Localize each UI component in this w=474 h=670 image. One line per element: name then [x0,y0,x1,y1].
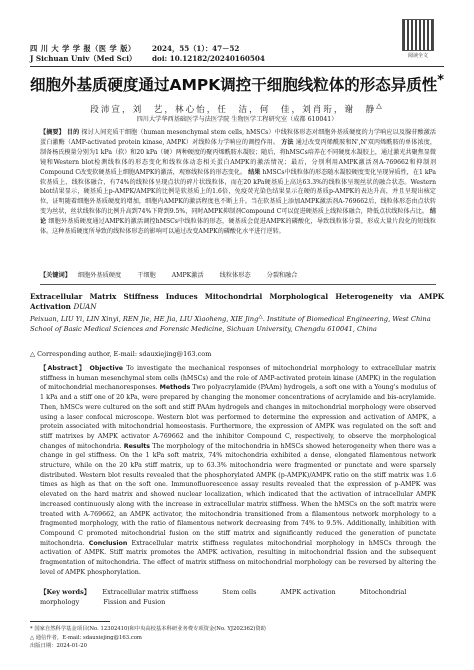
doi: doi: 10.12182/20240160504 [152,53,265,63]
keyword-cn: AMPK激活 [171,272,204,279]
footnotes [30,625,444,651]
issue-info [152,44,265,63]
abstract-cn-conclusion: 细胞外基质硬度通过AMPK的激活调控hMSCs中线粒体的形态，硬基质会促进AMPK的磷酸化，导致线粒体分裂，形成大量片段化的短线粒体。这种基质硬度所导致的线粒体形态的影响可以通过改变AMPK的磷酸化水平进行逆转。 [40,218,436,236]
abstract-cn [40,128,436,237]
abstract-en-objective: To investigate the mechanical responses of mitochondrial morphology to extracellular matrix stiffness in human mesenchymal stem cells (hMSCs) and the role of AMP-activated protein kinase (AMPK) in the regulation of mitochondrial mechanoresponses. [40,365,436,392]
corresponding-mark: △ [376,101,384,110]
abstract-cn-label: 【摘要】 [40,129,65,136]
keyword-cn: 干细胞 [137,272,156,279]
abstract-en-label: 【Abstract】 [40,365,87,372]
keywords-en-label: 【Key words】 [40,588,91,596]
keyword-en: Fission and Fusion [103,598,166,606]
journal-name-en: J Sichuan Univ（Med Sci） [30,53,137,63]
section-divider [40,284,436,285]
authors-en-text: Peixuan, LIU Yi, LIN Xinyi, REN Jie, HE Jia, LIU Xiaoheng, XIE Jing [30,315,259,324]
qr-caption: 阅读全文 [407,53,428,59]
journal-header [30,44,136,63]
abstract-en-conclusion: Extracellular matrix stiffness regulates mitochondrial morphology in hMSCs through the activation of AMPK. Stiff matrix promotes the AMPK activation, resulting in mitochondrial fission and the subsequent fragmentation of mitochondria. The effect of matrix stiffness on mitochondrial morphology can be reversed by altering the level of AMPK phosphorylation. [40,539,436,576]
abstract-en-results-label: Results [123,442,151,450]
first-author-surname: DUAN [73,302,97,311]
keyword-en: Extracellular matrix stiffness [102,588,199,596]
article-title-en [30,292,444,312]
footnote-divider [30,621,110,622]
issue-number: 2024，55（1）：47－52 [152,44,240,53]
title-en-text: Extracellular Matrix Stiffness Induces Mitochondrial Morphological Heterogeneity via AMPK Activation [30,292,444,311]
abstract-en-methods-label: Methods [159,384,191,392]
abstract-en-objective-label: Objective [89,365,124,372]
keyword-cn: 线粒体形态 [219,272,251,279]
affiliation-cn: 四川大学华西基础医学与法医学院 生物医学工程研究室（成都 610041） [136,116,338,123]
keyword-en: Mitochondrial morphology [40,588,407,606]
authors-cn-text: 段沛宣，刘 艺，林心怡，任 洁，何 佳，刘肖珩，谢 静 [90,104,377,115]
abstract-cn-results-label: 结果 [248,168,261,176]
keywords-cn-label: 【关键词】 [40,272,71,279]
title-footnote-mark: * [437,73,445,88]
publication-date: 出版日期：2024-01-20 [30,643,88,650]
keyword-en: AMPK activation [280,588,336,596]
header-divider [30,66,444,67]
abstract-cn-methods-label: 方法 [281,138,294,146]
abstract-cn-conclusion-label: 结论 [40,208,436,226]
correspondence-footnote: △ 通信作者，E-mail: sdauxiejing@163.com [30,634,142,641]
keyword-cn: 细胞外基质硬度 [77,272,122,279]
corresponding-mark-en: △ [258,314,263,320]
abstract-cn-objective-label: 目的 [66,129,80,136]
article-title-cn [30,73,444,95]
funding-footnote: * 国家自然科学基金项目(No. 12302410)和中央高校基本科研业务费专项资金(No. YJ202362)资助 [30,626,266,632]
abstract-cn-objective: 探讨人间充质干细胞（human mesenchymal stem cells, hMSCs）中线粒体形态对细胞外基质硬度的力学响应以及腺苷酸激活蛋白激酶（AMP-activated protein kinase, AMPK）对线粒体力学响应的调控作用。 [40,129,437,146]
abstract-en-results: The morphology of the mitochondria in hMSCs showed heterogeneity when there was a change in gel stiffness. On the 1 kPa soft matrix, 74% mitochondria exhibited a dense, elongated filamentous network structure, while on the 20 kPa stiff matrix, up to 63.3% mitochondria were fragmented or punctate and were sparsely distributed. Western blot results revealed that the phosphorylated AMPK (p-AMPK)/AMPK ratio on the stiff matrix was 1.6 times as high as that on the soft one. Immunofluorescence assay results revealed that the expression of p-AMPK was elevated on the hard matrix and showed nuclear localization, which indicated that the activation of intracellular AMPK increased continuously along with the increase in extracellular matrix stiffness. When the hMSCs on the soft matrix were treated with A-769662, an AMPK activator, the mitochondria transitioned from a filamentous network morphology to a fragmented morphology, with the ratio of filamentous network decreasing from 74% to 9.5%. Additionally, inhibition with Compound C promoted mitochondrial fusion on the stiff matrix and significantly reduced the generation of punctate mitochondria. [40,442,436,547]
keyword-en: Stem cells [222,588,257,596]
corresponding-author: △ Corresponding author, E-mail: sdauxiejing@163.com [30,350,212,358]
abstract-en [40,364,436,577]
abstract-en-conclusion-label: Conclusion [88,539,128,547]
keywords-cn [40,270,436,279]
abstract-en-methods: Two polyacrylamide (PAAm) hydrogels, a soft one with a Young's modulus of 1 kPa and a stiff one of 20 kPa, were prepared by changing the monomer concentrations of acrylamide and bis-acrylamide. Then, hMSCs were cultured on the soft and stiff PAAm hydrogels and changes in mitochondrial morphology were observed using a laser confocal microscope. Western blot was performed to determine the expression and activation of AMPK, a protein associated with mitochondrial homeostasis. Furthermore, the expression of AMPK was regulated on the soft and stiff matrixes by AMPK activator A-769662 and the inhibitor Compound C, respectively, to observe the morphological changes of mitochondria. [40,384,437,450]
abstract-cn-results: hMSCs中线粒体的形态随水凝胶硬度变化呈现异质性，在1 kPa软基质上，线粒体融合，有74%的线粒体呈现点状的碎片状线粒体，而在20 kPa硬基质上高达63.3%的线粒体呈现丝状的融合状态。Western blot结果显示，硬基质上p-AMPK/AMPK的比例是软基质上的1.6倍，免疫荧光染色结果显示在硬的基质p-AMPK的表达升高，并且呈现出核定位，证明随着细胞外基质硬度的增加，细胞内AMPK的激活程度也不断上升。当在软基质上添加AMPK激活剂A-769662后，线粒体形态由点状转变为丝状，丝状线粒体的比例升高到74%下降到9.5%，同时AMPK抑制剂Compound C可以促进硬基质上线粒体融合，降低点状线粒体占比。 [40,168,437,216]
authors-cn [30,101,444,115]
authors-en [30,312,444,334]
qr-code-icon[interactable] [402,19,434,51]
keywords-en [40,587,436,607]
title-cn-text: 细胞外基质硬度通过AMPK调控干细胞线粒体的形态异质性 [30,76,438,95]
affiliation-en: . Institute of Biomedical Engineering, West China School of Basic Medical Sciences and Forensic Medicine, Sichuan University, Chengdu 610041, China [30,315,431,334]
keyword-cn: 分裂和融合 [266,272,298,279]
journal-name-cn: 四 川 大 学 学 报（医 学 版） [30,44,136,53]
abstract-cn-methods: 通过改变丙烯酰胺和N',N'双丙烯酰胺的单体浓度，制备杨氏模量分别为1 kPa（软）和20 kPa（硬）两种硬度的聚丙烯酰胺水凝胶；随后，将hMSCs培养在不同硬度水凝胶上，通过激光共聚焦显微镜和Western blot检测线粒体的形态变化和线粒体动态相关蛋白AMPK的激活情况；最后，分别利用AMPK激活剂A-769662和抑制剂Compound C改变软硬基质上细胞AMPK的激活，观察线粒体的形态变化。 [40,138,437,176]
